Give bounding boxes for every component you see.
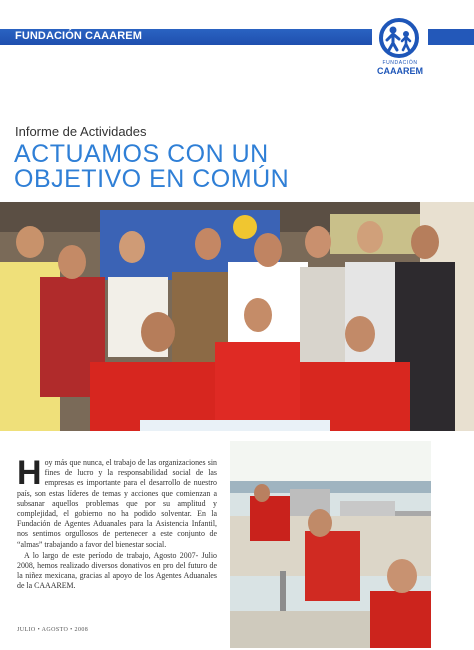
classroom-photo-illustration xyxy=(230,441,431,648)
classroom-photo xyxy=(230,441,431,648)
issue-date: JULIO • AGOSTO • 2008 xyxy=(17,627,89,633)
article-paragraph: A lo largo de este período de trabajo, Agosto 2007- Julio 2008, hemos realizado diversos donativos en pro del futuro de la niñez mexicana, gracias al apoyo de los Agentes Aduanales de la CAAAREM. xyxy=(17,550,217,591)
article-body xyxy=(17,454,217,593)
family-icon xyxy=(381,24,417,52)
article-paragraph xyxy=(17,454,217,550)
header-bar xyxy=(0,29,372,45)
header-org-name: FUNDACIÓN CAAAREM xyxy=(15,30,142,42)
section-kicker: Informe de Actividades xyxy=(15,124,147,139)
group-photo xyxy=(0,202,474,431)
drop-cap: H xyxy=(17,454,42,492)
group-photo-illustration xyxy=(0,202,474,431)
caaarem-logo xyxy=(375,18,425,76)
article-title: ACTUAMOS CON UN OBJETIVO EN COMÚN xyxy=(14,140,290,193)
logo-name: CAAAREM xyxy=(377,66,423,76)
paragraph-text: oy más que nunca, el trabajo de las organizaciones sin fines de lucro y la responsabilidad social de las empresas es importante para el desarrollo de nuestro país, son estas líderes de temas y acciones que comienzan a subsanar aquellos problemas que por su amplitud y complejidad, el gobierno no ha podido solventar. En la Fundación de Agentes Aduanales para la Asistencia Infantil, nos sentimos orgullosos de pertenecer a este conjunto de “almas” trabajando a favor del bienestar social. xyxy=(17,458,217,549)
logo-subtitle: FUNDACIÓN xyxy=(382,60,418,66)
header-bar-right xyxy=(428,29,474,45)
